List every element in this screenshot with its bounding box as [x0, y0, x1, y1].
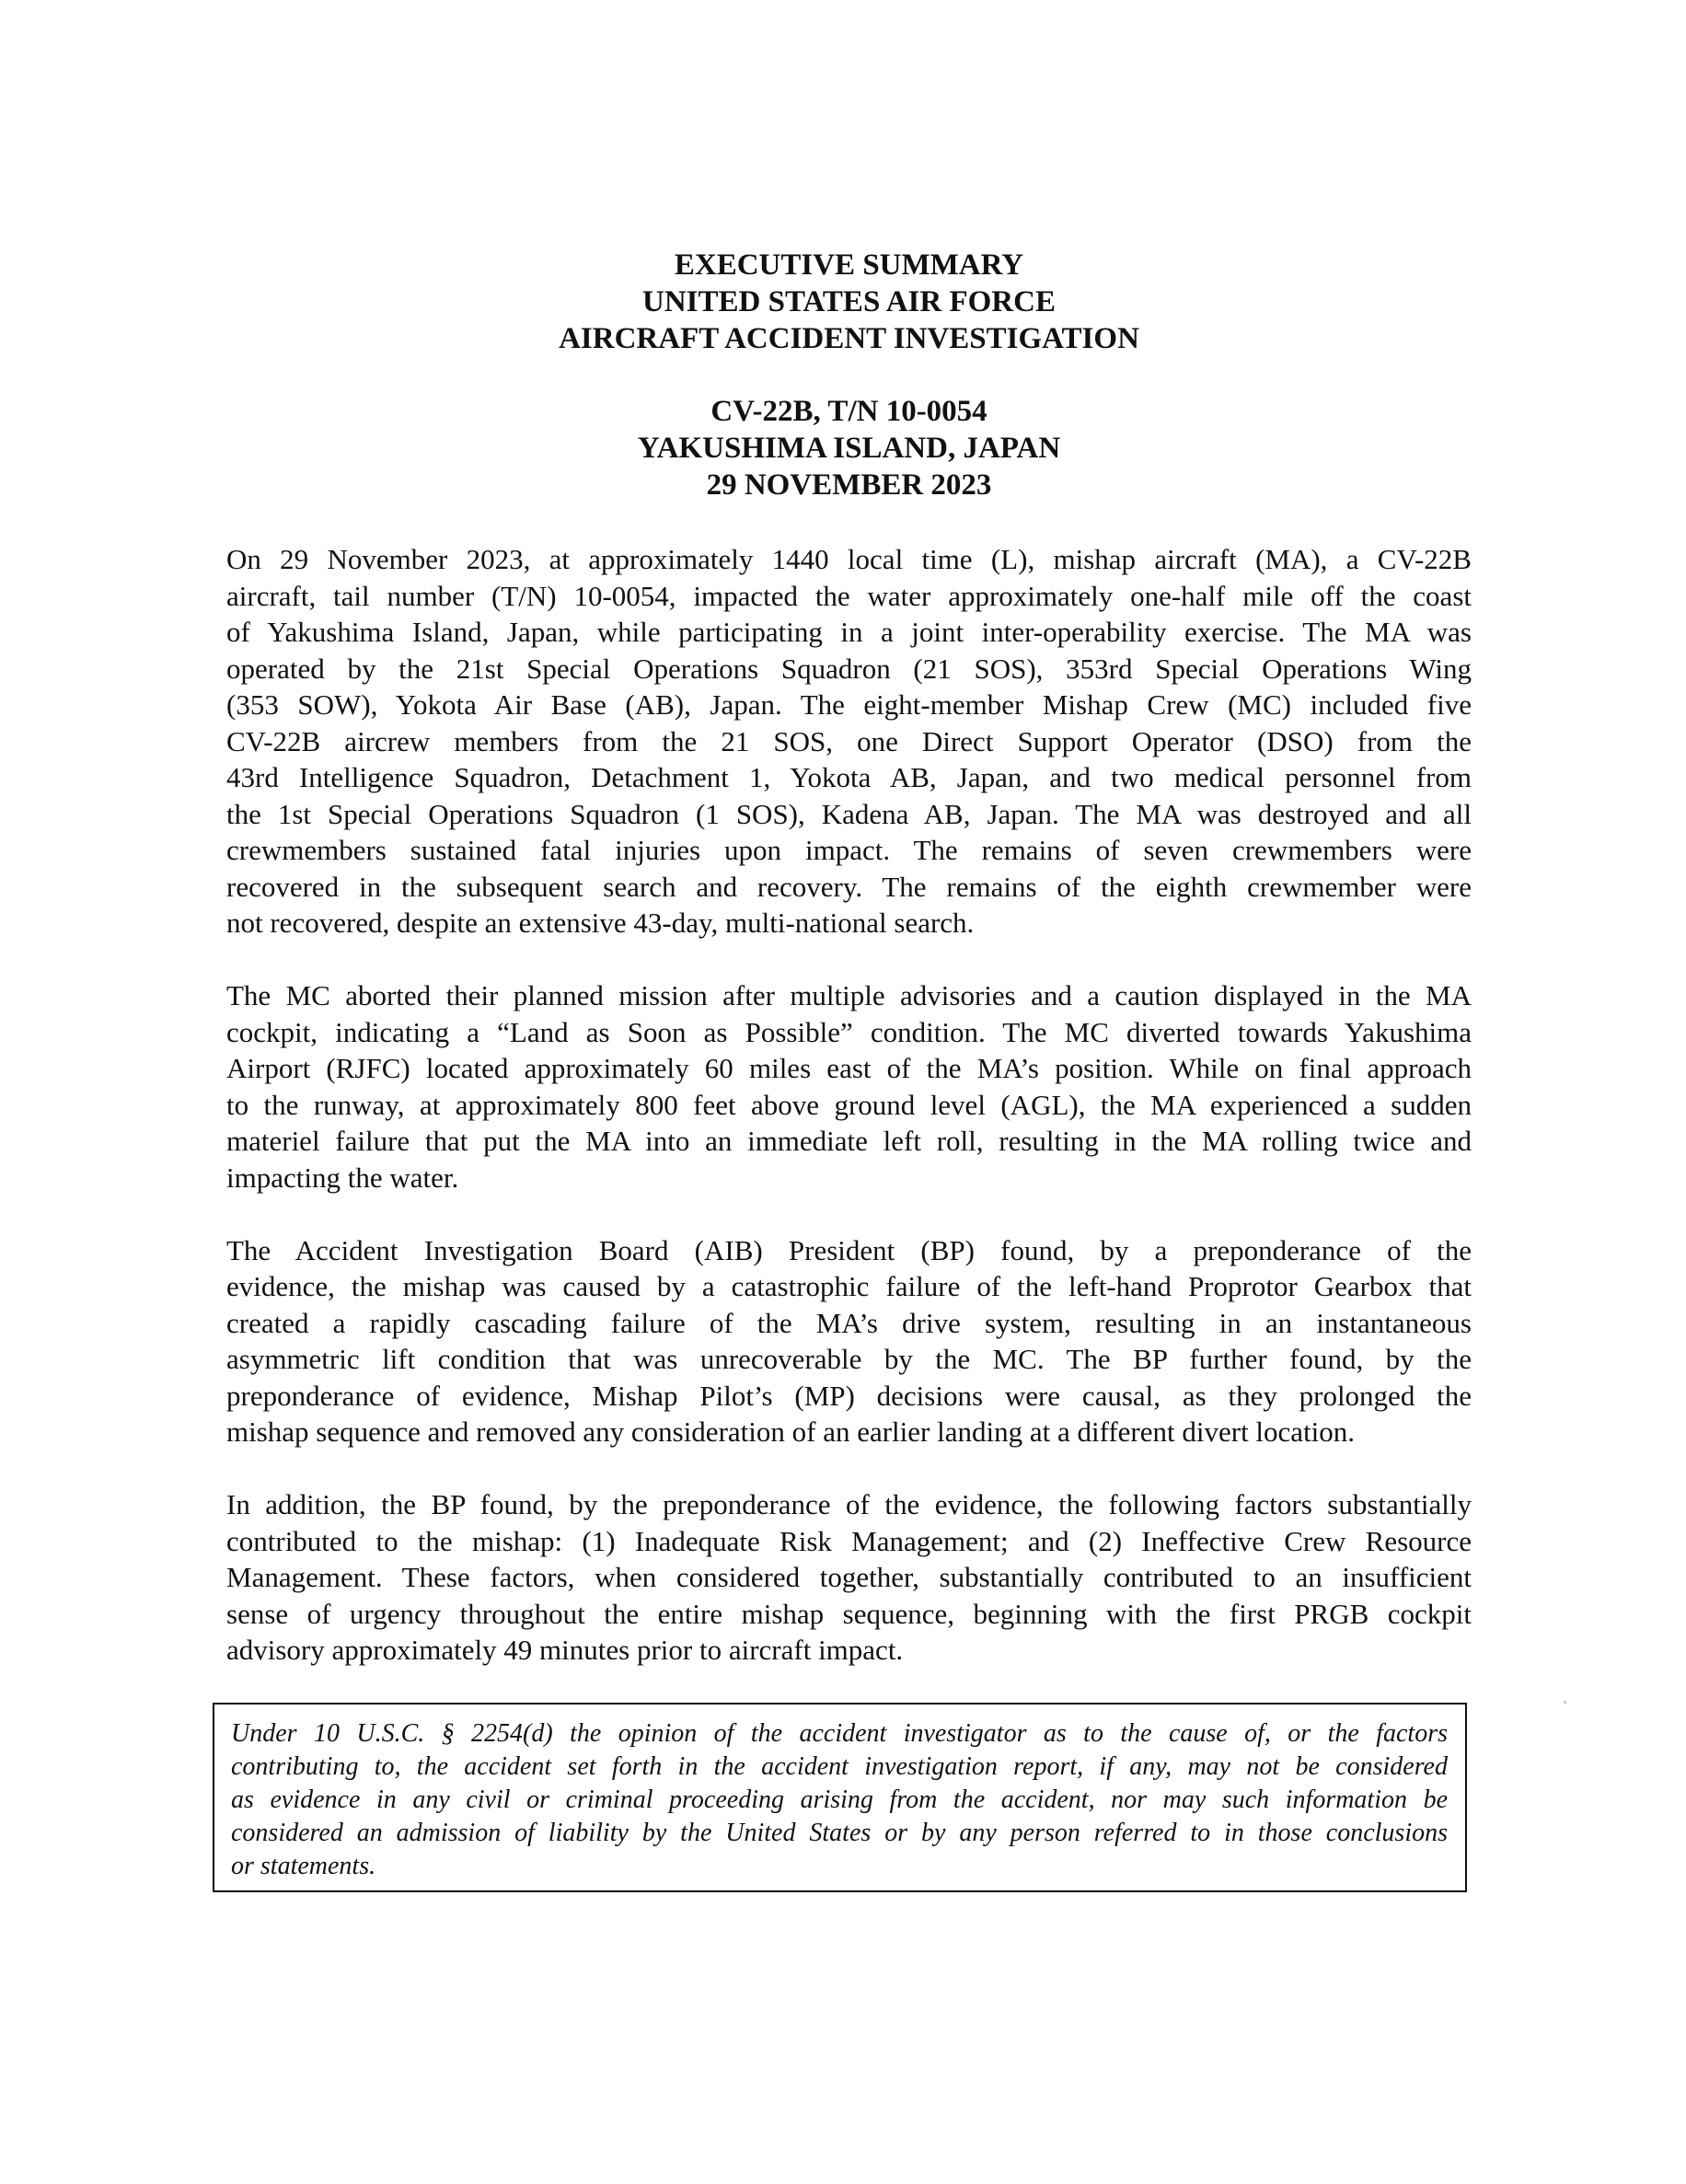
- date-line: 29 NOVEMBER 2023: [706, 468, 992, 502]
- legal-notice-text: [231, 1717, 1448, 1883]
- location-line: YAKUSHIMA ISLAND, JAPAN: [637, 432, 1061, 465]
- text-line: asymmetric lift condition that was unrecoverable by the MC. The BP further found, by the: [226, 1343, 1472, 1375]
- text-line: contributed to the mishap: (1) Inadequate Risk Management; and (2) Ineffective Crew Resource: [226, 1524, 1472, 1557]
- summary-body: [226, 541, 1472, 1704]
- text-line: aircraft, tail number (T/N) 10-0054, impacted the water approximately one-half mile off the coast: [226, 579, 1472, 612]
- text-line: crewmembers sustained fatal injuries upon impact. The remains of seven crewmembers were: [226, 834, 1472, 866]
- title-line: UNITED STATES AIR FORCE: [642, 285, 1056, 318]
- notice-line: as evidence in any civil or criminal proceeding arising from the accident, nor may such information be: [231, 1785, 1448, 1814]
- report-title: [226, 247, 1472, 357]
- text-line: cockpit, indicating a “Land as Soon as Possible” condition. The MC diverted towards Yakushima: [226, 1015, 1472, 1048]
- paragraph-factors: [226, 1486, 1472, 1669]
- text-line: materiel failure that put the MA into an immediate left roll, resulting in the MA rolling twice and: [226, 1125, 1472, 1157]
- text-line: the 1st Special Operations Squadron (1 SOS), Kadena AB, Japan. The MA was destroyed and all: [226, 797, 1472, 830]
- text-line: In addition, the BP found, by the preponderance of the evidence, the following factors substantially: [226, 1488, 1472, 1520]
- text-line: recovered in the subsequent search and recovery. The remains of the eighth crewmember were: [226, 870, 1472, 903]
- paragraph-cause: [226, 1232, 1472, 1450]
- text-line: not recovered, despite an extensive 43-day, multi-national search.: [226, 907, 975, 939]
- text-line: impacting the water.: [226, 1161, 459, 1194]
- paragraph-overview: [226, 541, 1472, 942]
- aircraft-line: CV-22B, T/N 10-0054: [710, 395, 987, 428]
- notice-line: Under 10 U.S.C. § 2254(d) the opinion of the accident investigator as to the cause of, or the factors: [231, 1719, 1448, 1748]
- title-line: AIRCRAFT ACCIDENT INVESTIGATION: [559, 322, 1139, 355]
- text-line: Management. These factors, when considered together, substantially contributed to an insufficient: [226, 1561, 1472, 1593]
- text-line: advisory approximately 49 minutes prior to aircraft impact.: [226, 1634, 904, 1666]
- scan-speck: [1564, 1701, 1566, 1704]
- text-line: created a rapidly cascading failure of the MA’s drive system, resulting in an instantaneous: [226, 1306, 1472, 1339]
- title-line: EXECUTIVE SUMMARY: [674, 248, 1024, 282]
- notice-line: considered an admission of liability by the United States or by any person referred to in those conclusions: [231, 1819, 1448, 1847]
- legal-notice-box: [213, 1703, 1467, 1892]
- text-line: 43rd Intelligence Squadron, Detachment 1, Yokota AB, Japan, and two medical personnel from: [226, 761, 1472, 793]
- text-line: to the runway, at approximately 800 feet above ground level (AGL), the MA experienced a sudden: [226, 1088, 1472, 1121]
- text-line: The Accident Investigation Board (AIB) President (BP) found, by a preponderance of the: [226, 1233, 1472, 1266]
- text-line: (353 SOW), Yokota Air Base (AB), Japan. The eight-member Mishap Crew (MC) included five: [226, 688, 1472, 721]
- text-line: sense of urgency throughout the entire mishap sequence, beginning with the first PRGB cockpit: [226, 1597, 1472, 1630]
- text-line: On 29 November 2023, at approximately 1440 local time (L), mishap aircraft (MA), a CV-22B: [226, 543, 1472, 575]
- text-line: of Yakushima Island, Japan, while participating in a joint inter-operability exercise. The MA was: [226, 616, 1472, 648]
- text-line: Airport (RJFC) located approximately 60 miles east of the MA’s position. While on final approach: [226, 1052, 1472, 1084]
- text-line: The MC aborted their planned mission after multiple advisories and a caution displayed in the MA: [226, 979, 1472, 1011]
- text-line: evidence, the mishap was caused by a catastrophic failure of the left-hand Proprotor Gearbox that: [226, 1270, 1472, 1302]
- notice-line: or statements.: [231, 1852, 376, 1880]
- notice-line: contributing to, the accident set forth in the accident investigation report, if any, may not be considered: [231, 1752, 1448, 1781]
- paragraph-sequence: [226, 977, 1472, 1196]
- text-line: CV-22B aircrew members from the 21 SOS, one Direct Support Operator (DSO) from the: [226, 724, 1472, 757]
- text-line: preponderance of evidence, Mishap Pilot’s (MP) decisions were causal, as they prolonged the: [226, 1379, 1472, 1412]
- mishap-subject: [226, 393, 1472, 503]
- text-line: mishap sequence and removed any consideration of an earlier landing at a different divert location.: [226, 1416, 1356, 1448]
- text-line: operated by the 21st Special Operations Squadron (21 SOS), 353rd Special Operations Wing: [226, 652, 1472, 685]
